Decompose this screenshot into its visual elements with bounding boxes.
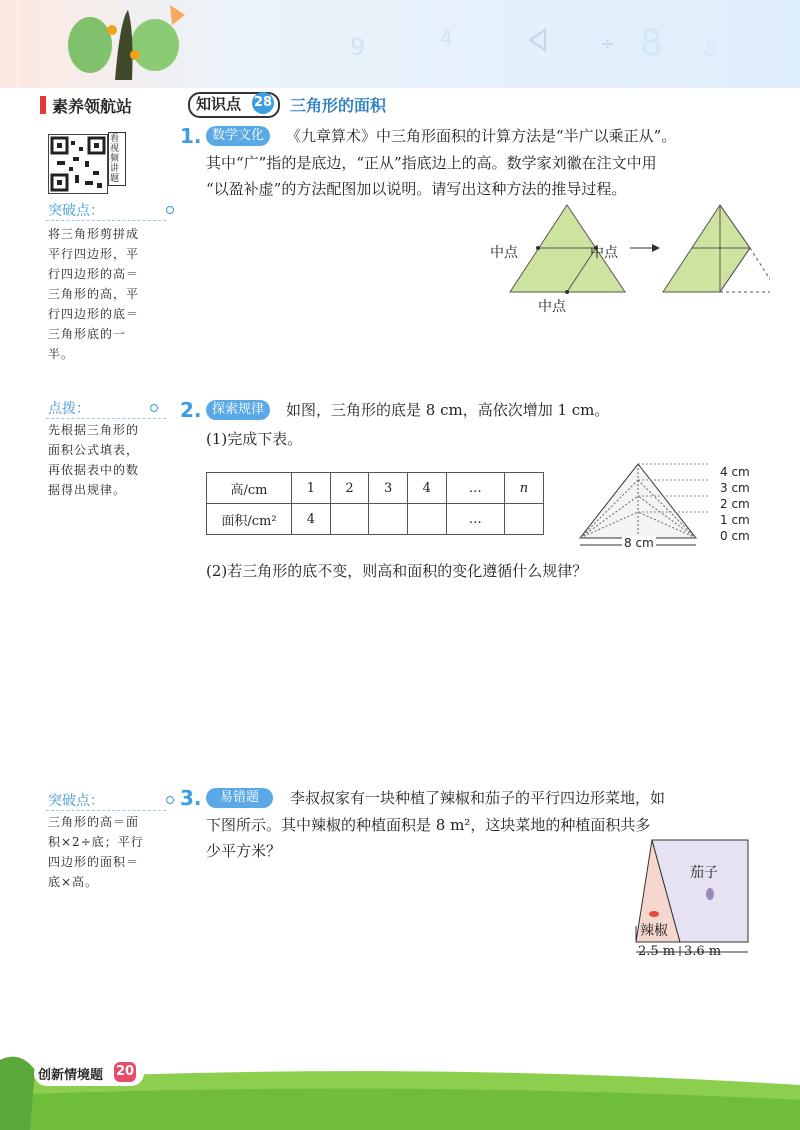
svg-text:9: 9 — [350, 33, 366, 61]
table-cell[interactable] — [504, 504, 543, 535]
sidebar-title: 素养领航站 — [52, 97, 133, 116]
math-symbols-decoration — [330, 10, 750, 70]
dot-icon — [166, 206, 174, 214]
q2-height-labels: 4 cm 3 cm 2 cm 1 cm 0 cm — [720, 465, 750, 543]
table-cell: 2 — [330, 473, 369, 504]
q3-eggplant-label: 茄子 — [690, 865, 718, 881]
q2-base-label: 8 cm — [624, 536, 654, 550]
divider — [46, 810, 166, 811]
knowledge-number: 28 — [252, 92, 274, 114]
q2-part1: (1)完成下表。 — [206, 430, 303, 448]
q3-tag: 易错题 — [206, 788, 273, 808]
q2-table — [206, 472, 544, 535]
table-cell: 3 — [369, 473, 408, 504]
table-cell: 4 — [292, 504, 331, 535]
q1-figure — [480, 200, 770, 320]
q1-midpoint-right-label: 中点 — [590, 245, 618, 261]
plant-decoration-icon — [60, 0, 190, 80]
q1-number: 1. — [180, 124, 202, 148]
q1-line1: 《九章算术》中三角形面积的计算方法是“半广以乘正从”。 — [286, 127, 677, 145]
table-cell: … — [446, 504, 504, 535]
dot-icon — [150, 404, 158, 412]
page-number: 20 — [114, 1062, 136, 1082]
table-row — [207, 504, 544, 535]
table-row — [207, 473, 544, 504]
dot-icon — [166, 796, 174, 804]
svg-text:8: 8 — [640, 23, 663, 64]
svg-text:÷: ÷ — [600, 34, 616, 55]
q3-pepper-label: 辣椒 — [640, 923, 668, 939]
q3-line1: 李叔叔家有一块种植了辣椒和茄子的平行四边形菜地，如 — [290, 789, 666, 807]
note1-head: 突破点： — [48, 203, 104, 219]
table-cell: 1 — [292, 473, 331, 504]
table-cell[interactable] — [407, 504, 446, 535]
q3-dim-right: 3.6 m — [684, 944, 722, 959]
sidebar-flag-icon — [40, 96, 46, 114]
svg-text:4: 4 — [440, 26, 453, 50]
q1-tag: 数学文化 — [206, 126, 270, 146]
q1-line3: “以盈补虚”的方法配图加以说明。请写出这种方法的推导过程。 — [206, 180, 627, 198]
q3-line2: 下图所示。其中辣椒的种植面积是 8 m²，这块菜地的种植面积共多 — [206, 816, 651, 834]
note3-head: 突破点： — [48, 793, 104, 809]
table-cell[interactable] — [369, 504, 408, 535]
note2-head: 点拨： — [48, 401, 90, 417]
q3-number: 3. — [180, 786, 202, 810]
qr-code-icon[interactable] — [48, 134, 108, 194]
note3-text: 三角形的高＝面 积×2÷底；平行 四边形的面积＝ 底×高。 — [48, 815, 144, 889]
table-cell: n — [504, 473, 543, 504]
q1-line2: 其中“广”指的是底边，“正从”指底边上的高。数学家刘徽在注文中用 — [206, 154, 657, 172]
note1-text: 将三角形剪拼成 平行四边形，平 行四边形的高＝ 三角形的高，平 行四边形的底＝ 三角形底的一 半。 — [48, 227, 140, 361]
q2-tag: 探索规律 — [206, 400, 270, 420]
video-label[interactable]: 看视频讲题 — [108, 132, 126, 186]
table-cell: 高/cm — [207, 473, 292, 504]
q2-part2: (2)若三角形的底不变，则高和面积的变化遵循什么规律？ — [206, 562, 588, 580]
note2-text: 先根据三角形的 面积公式填表， 再依据表中的数 据得出规律。 — [48, 423, 140, 497]
q2-number: 2. — [180, 398, 202, 422]
q3-dim-left: 2.5 m — [638, 944, 676, 959]
svg-text:♫: ♫ — [700, 36, 718, 60]
q3-line3: 少平方米？ — [206, 842, 282, 860]
table-cell: 4 — [407, 473, 446, 504]
knowledge-title: 三角形的面积 — [290, 96, 387, 115]
q1-midpoint-bottom-label: 中点 — [538, 299, 566, 315]
table-cell[interactable] — [330, 504, 369, 535]
footer-label: 创新情境题 — [38, 1068, 104, 1083]
divider — [46, 418, 166, 419]
divider — [46, 220, 166, 221]
knowledge-label: 知识点 — [196, 95, 242, 113]
q1-midpoint-left-label: 中点 — [490, 245, 518, 261]
table-cell: 面积/cm² — [207, 504, 292, 535]
q2-intro: 如图，三角形的底是 8 cm，高依次增加 1 cm。 — [286, 401, 610, 419]
table-cell: … — [446, 473, 504, 504]
